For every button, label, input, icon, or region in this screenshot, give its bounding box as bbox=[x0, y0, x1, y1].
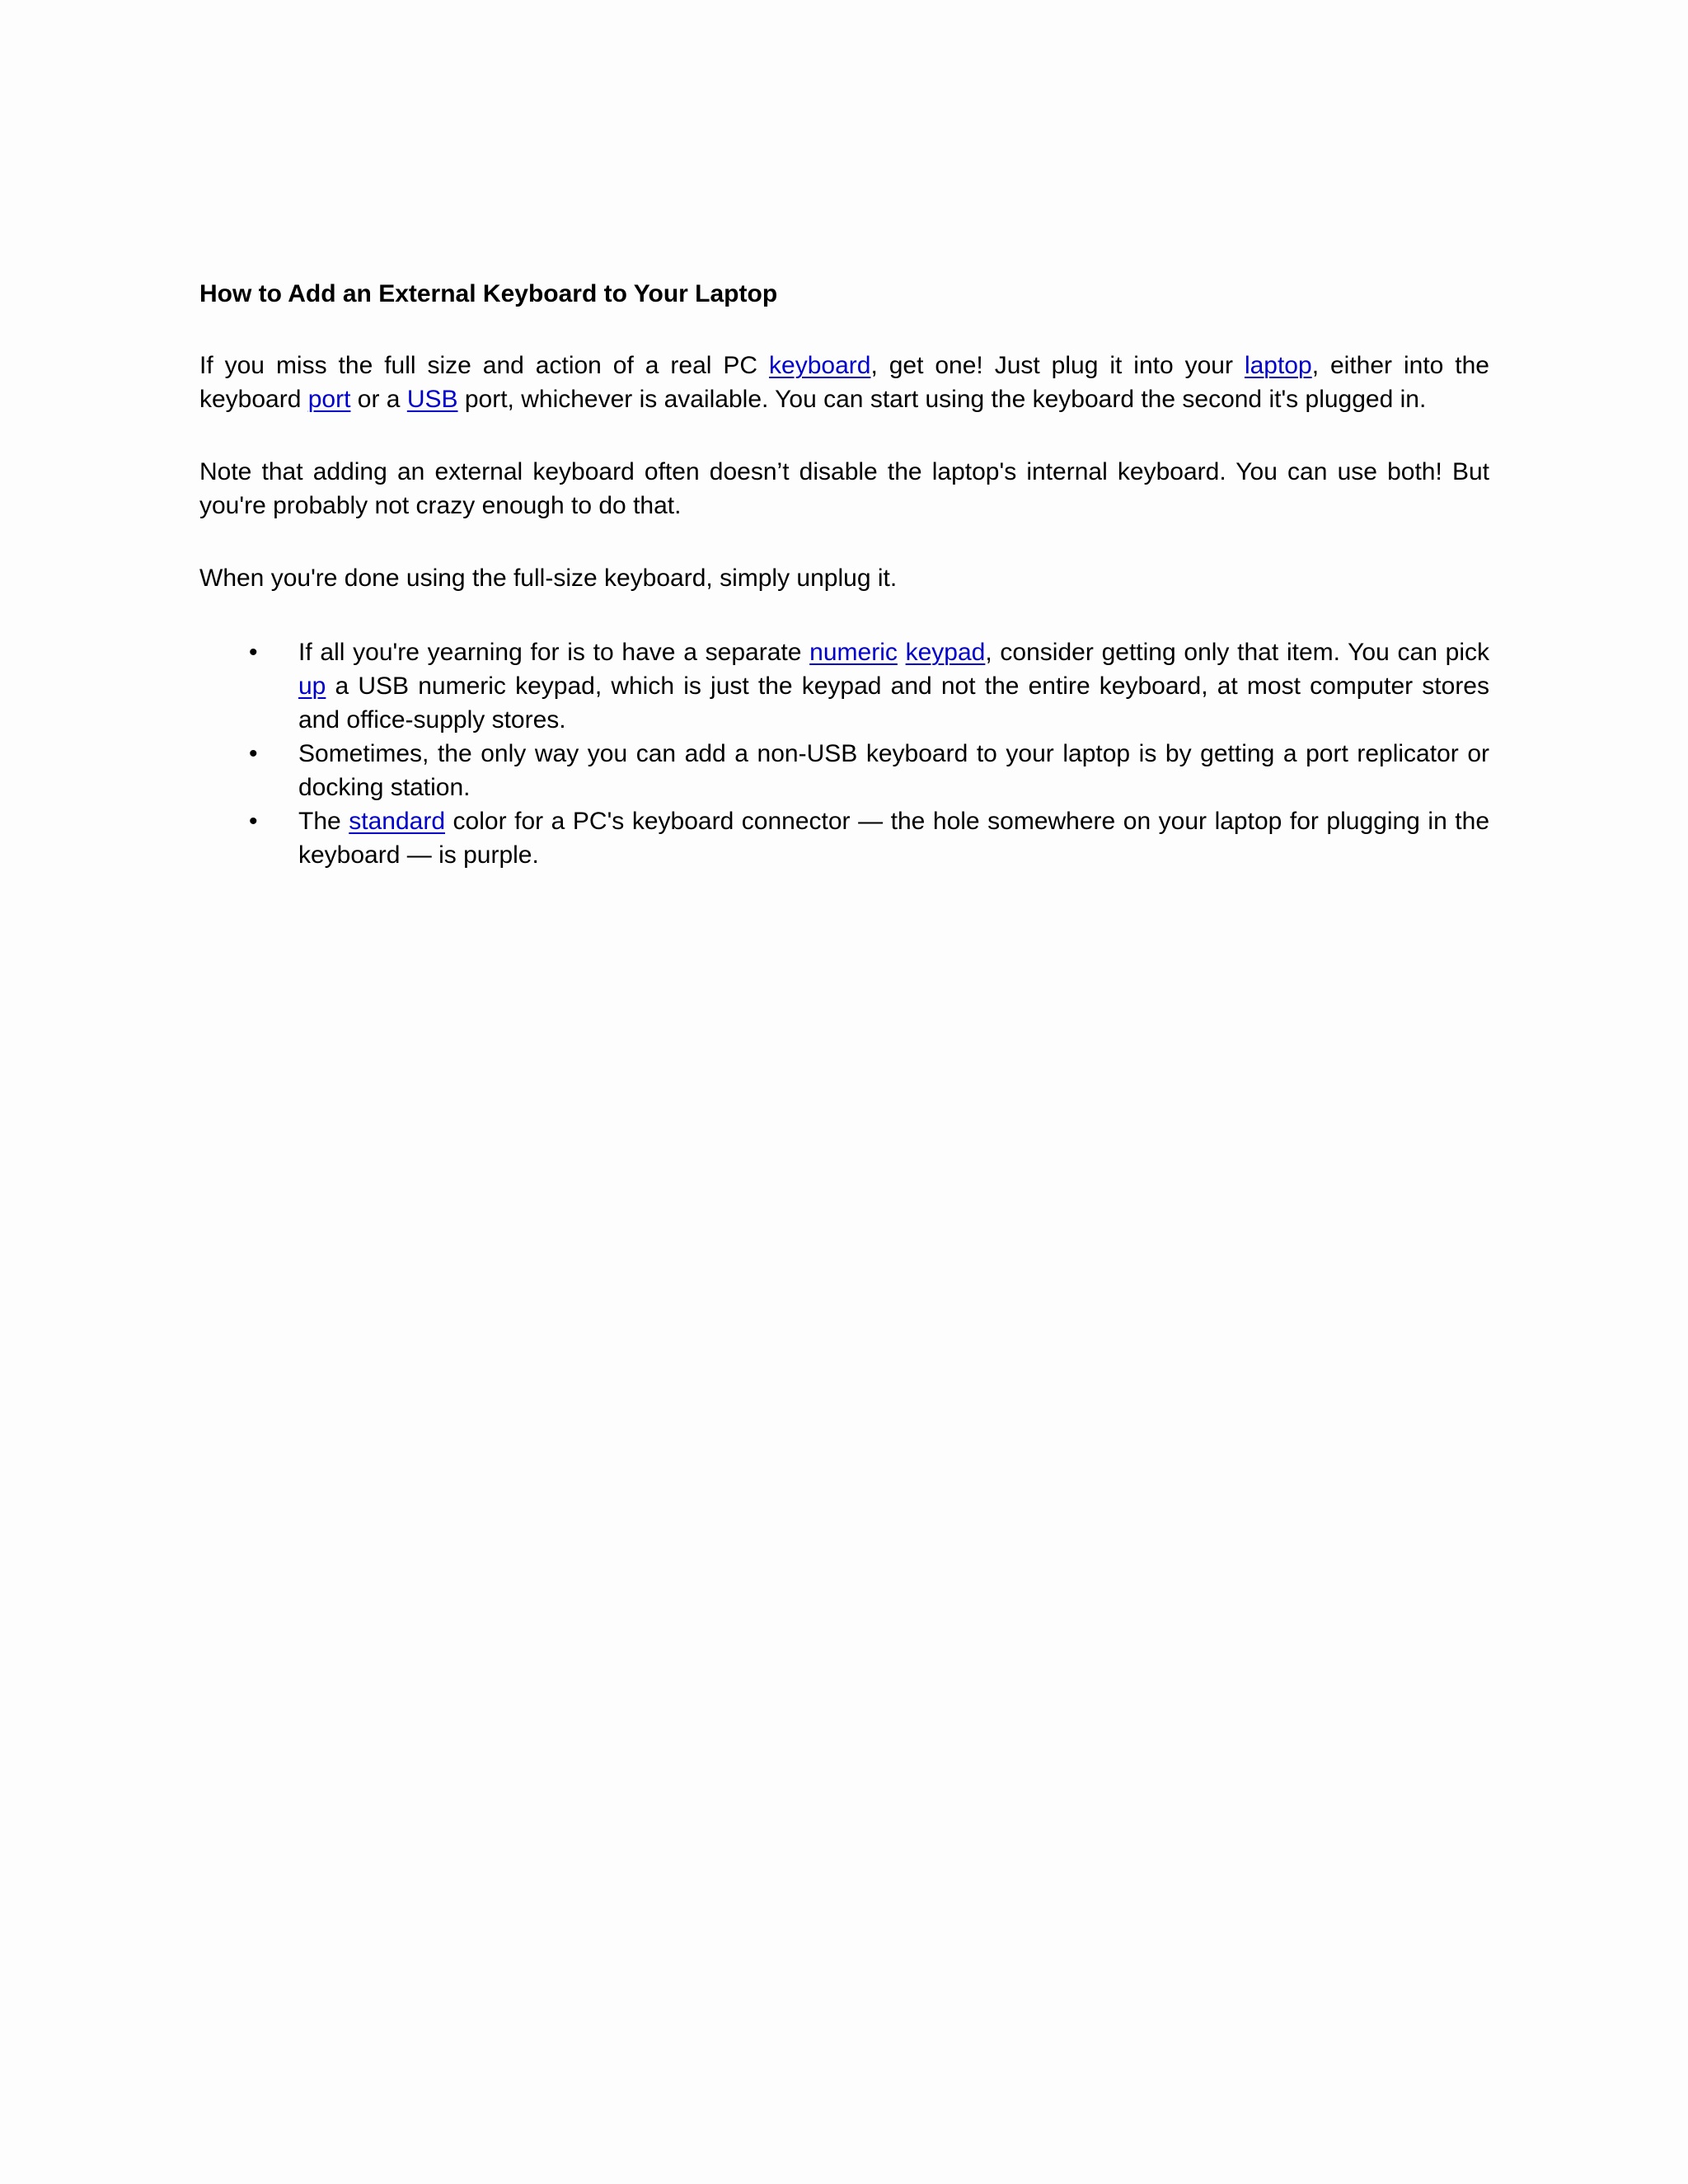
paragraph-intro bbox=[199, 349, 1489, 416]
link-numeric[interactable]: numeric bbox=[809, 639, 898, 666]
bullet-icon: • bbox=[249, 808, 258, 835]
list-item-text: The bbox=[298, 808, 349, 835]
paragraph-note: Note that adding an external keyboard often doesn’t disable the laptop's internal keyboard. You can use both! But you're probably not crazy enough to do that. bbox=[199, 458, 1489, 519]
list-item-text: , consider getting only that item. You can pick bbox=[985, 639, 1489, 666]
link-keyboard[interactable]: keyboard bbox=[769, 352, 871, 379]
list-item-text: color for a PC's keyboard connector — the hole somewhere on your laptop for plugging in the keyboard — is purple. bbox=[298, 808, 1490, 869]
list-item-text: a USB numeric keypad, which is just the keypad and not the entire keyboard, at most computer stores and office-supply stores. bbox=[298, 673, 1489, 733]
paragraph-text: port, whichever is available. You can start using the keyboard the second it's plugged in. bbox=[457, 386, 1427, 413]
paragraph-unplug: When you're done using the full-size keyboard, simply unplug it. bbox=[199, 565, 898, 592]
bullet-icon: • bbox=[249, 740, 258, 767]
paragraph-text: , either into the keyboard bbox=[199, 352, 1489, 413]
tips-list bbox=[199, 635, 1489, 872]
document-body bbox=[199, 277, 1489, 872]
bullet-icon: • bbox=[249, 639, 258, 666]
link-port[interactable]: port bbox=[307, 386, 351, 413]
list-item bbox=[199, 804, 1489, 872]
list-item bbox=[199, 737, 1489, 804]
link-standard[interactable]: standard bbox=[349, 808, 445, 835]
link-usb[interactable]: USB bbox=[406, 386, 458, 413]
link-keypad[interactable]: keypad bbox=[905, 639, 986, 666]
paragraph-text: If you miss the full size and action of a real PC bbox=[199, 352, 770, 379]
paragraph-text: , get one! Just plug it into your bbox=[870, 352, 1245, 379]
paragraph-text: or a bbox=[350, 386, 407, 413]
list-item-text: If all you're yearning for is to have a separate bbox=[298, 639, 810, 666]
list-item bbox=[199, 635, 1489, 737]
link-up[interactable]: up bbox=[298, 673, 326, 700]
link-laptop[interactable]: laptop bbox=[1244, 352, 1312, 379]
page-title: How to Add an External Keyboard to Your Laptop bbox=[199, 280, 778, 307]
list-item-text: Sometimes, the only way you can add a non-USB keyboard to your laptop is by getting a port replicator or docking station. bbox=[298, 740, 1489, 801]
list-item-text bbox=[898, 639, 906, 666]
